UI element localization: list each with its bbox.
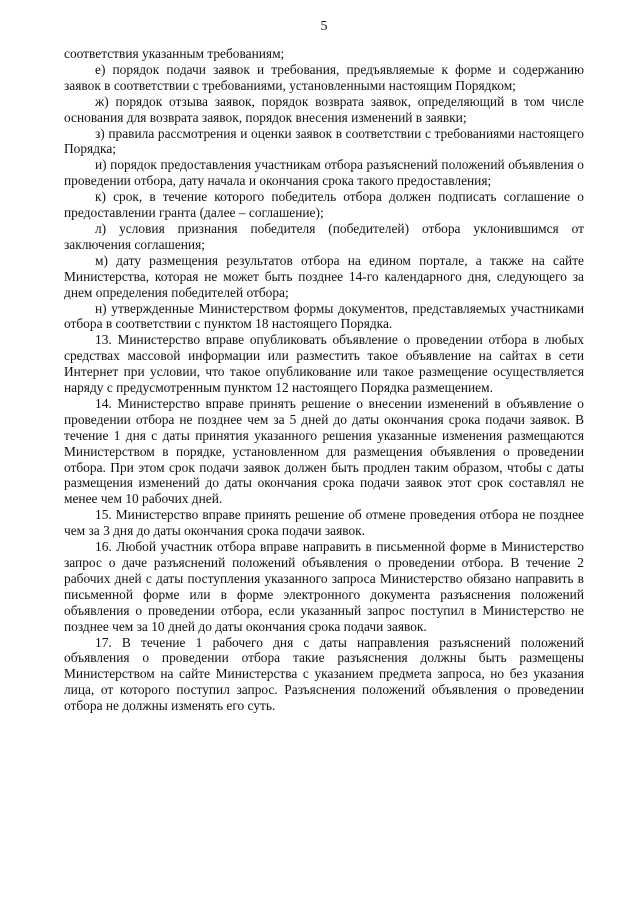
paragraph-14: 14. Министерство вправе принять решение о внесении изменений в объявление о проведении отбора не позднее чем за 5 дней до даты окончания срока подачи заявок. В течение 1 дня с даты принятия указанного решения указанные изменения размещаются Министерством в порядке, установленном для размещения объявления о проведении отбора. При этом срок подачи заявок должен быть продлен таким образом, чтобы с даты размещения изменений до даты окончания срока подачи заявок этот срок составлял не менее чем 10 рабочих дней. (64, 395, 584, 507)
paragraph-item-m: м) дату размещения результатов отбора на едином портале, а также на сайте Министерства, которая не может быть позднее 14-го календарного дня, следующего за днем определения победителей отбора; (64, 252, 584, 300)
paragraph-item-n: н) утвержденные Министерством формы документов, представляемых участниками отбора в соответствии с пунктом 18 настоящего Порядка. (64, 300, 584, 332)
paragraph-item-l: л) условия признания победителя (победителей) отбора уклонившимся от заключения соглашения; (64, 220, 584, 252)
paragraph-item-zh: ж) порядок отзыва заявок, порядок возврата заявок, определяющий в том числе основания для возврата заявок, порядок внесения изменений в заявки; (64, 93, 584, 125)
paragraph-item-i: и) порядок предоставления участникам отбора разъяснений положений объявления о проведении отбора, дату начала и окончания срока такого предоставления; (64, 157, 584, 189)
document-body (64, 46, 584, 714)
paragraph-item-z: з) правила рассмотрения и оценки заявок в соответствии с требованиями настоящего Порядка; (64, 125, 584, 157)
paragraph-17: 17. В течение 1 рабочего дня с даты направления разъяснений положений объявления о проведении отбора такие разъяснения должны быть размещены Министерством на сайте Министерства с указанием предмета запроса, но без указания лица, от которого поступил запрос. Разъяснения положений объявления о проведении отбора не должны изменять его суть. (64, 634, 584, 714)
paragraph-item-k: к) срок, в течение которого победитель отбора должен подписать соглашение о предоставлении гранта (далее – соглашение); (64, 189, 584, 221)
paragraph-15: 15. Министерство вправе принять решение об отмене проведения отбора не позднее чем за 3 дня до даты окончания срока подачи заявок. (64, 507, 584, 539)
paragraph-continuation: соответствия указанным требованиям; (64, 46, 285, 61)
paragraph-item-e: е) порядок подачи заявок и требования, предъявляемые к форме и содержанию заявок в соответствии с требованиями, установленными настоящим Порядком; (64, 61, 584, 93)
page-number: 5 (320, 19, 328, 34)
paragraph-13: 13. Министерство вправе опубликовать объявление о проведении отбора в любых средствах массовой информации или разместить такое объявление на сайтах в сети Интернет при условии, что такое опубликование или такое размещение осуществляется наряду с предусмотренным пунктом 12 настоящего Порядка размещением. (64, 332, 584, 396)
paragraph-16: 16. Любой участник отбора вправе направить в письменной форме в Министерство запрос о даче разъяснений положений объявления о проведении отбора. В течение 2 рабочих дней с даты поступления указанного запроса Министерство обязано направить в письменной форме или в форме электронного документа разъяснения положений объявления о проведении отбора, если указанный запрос поступил в Министерство не позднее чем за 10 дней до даты окончания срока подачи заявок. (64, 539, 584, 634)
